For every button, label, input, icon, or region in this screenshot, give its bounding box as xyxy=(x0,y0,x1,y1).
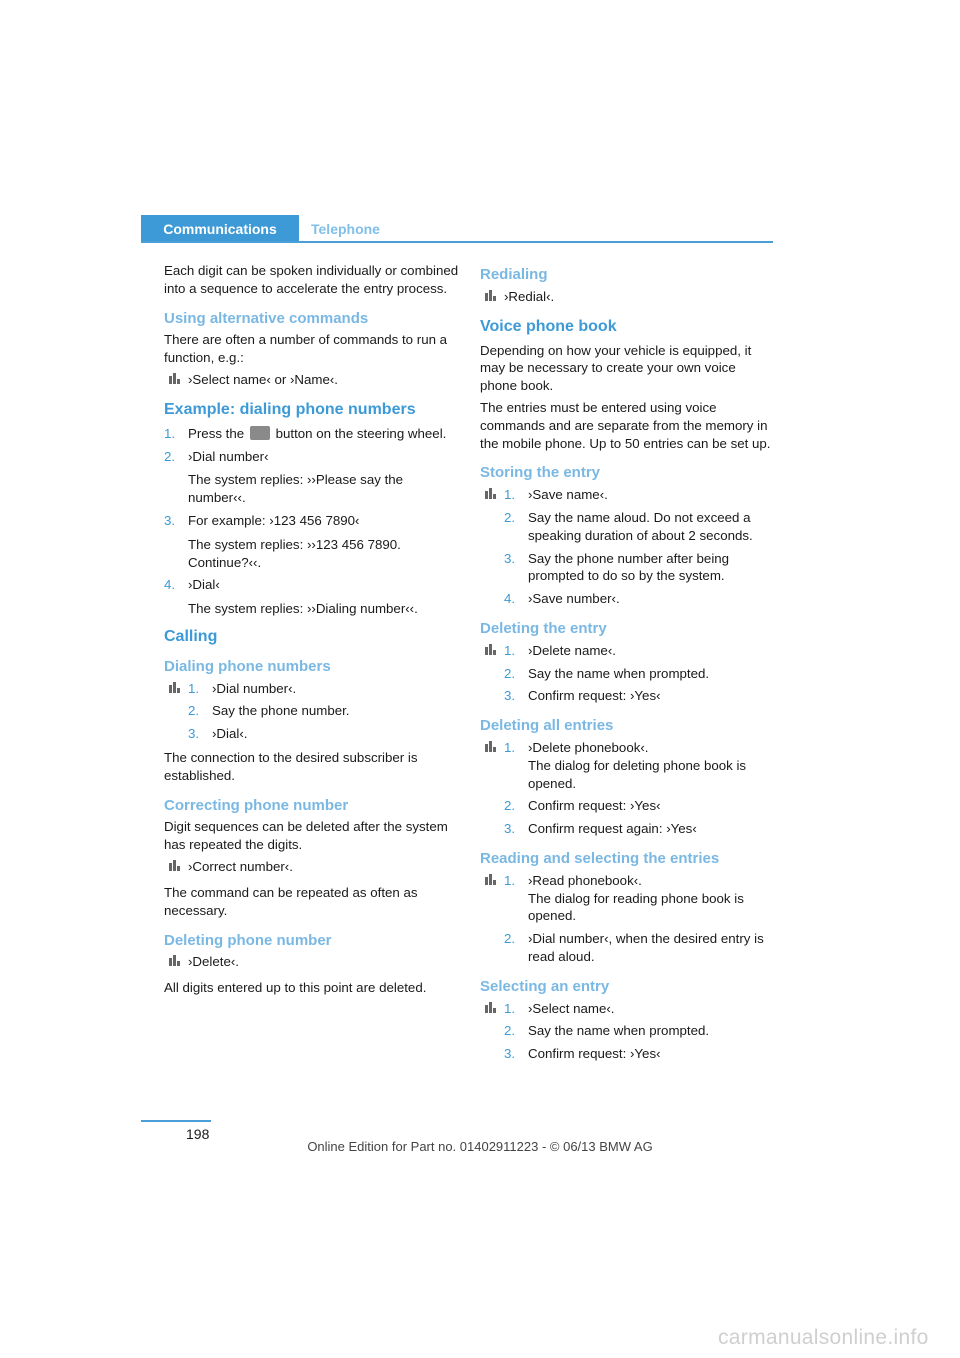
voice-command-block xyxy=(480,1000,776,1063)
voice-command-icon xyxy=(482,642,500,660)
list-item: 2. Say the name when prompted. xyxy=(504,1023,710,1039)
redial-command: ›Redial‹. xyxy=(504,288,555,304)
list-item: 1. ›Save name‹. xyxy=(504,487,608,503)
delete-entry-heading: Deleting the entry xyxy=(480,619,607,637)
voice-command-icon xyxy=(166,953,184,971)
list-item: 2. Confirm request: ›Yes‹ xyxy=(504,798,661,814)
voice-command-block xyxy=(164,953,460,973)
list-item: 2. Say the phone number. xyxy=(188,703,350,719)
voice-command-block xyxy=(480,486,776,608)
voice-command-icon xyxy=(482,1000,500,1018)
voice-command-icon xyxy=(482,486,500,504)
voice-command-block xyxy=(164,371,460,391)
voice-command-icon xyxy=(482,872,500,890)
dialing-heading: Dialing phone numbers xyxy=(164,657,331,675)
intro-paragraph: Each digit can be spoken individually or combined into a sequence to accelerate the entry process. xyxy=(164,263,459,296)
left-column xyxy=(164,262,460,1001)
voice-command-icon xyxy=(166,680,184,698)
list-item: 2. ›Dial number‹ The system replies: ››Please say the number‹‹. xyxy=(164,448,404,506)
list-item: 3. ›Dial‹. xyxy=(188,726,248,742)
voice-command-block xyxy=(164,858,460,878)
list-item: 1. ›Select name‹. xyxy=(504,1000,615,1016)
example-steps xyxy=(164,425,460,618)
subsection-tab: Telephone xyxy=(311,221,380,237)
page-header xyxy=(141,215,773,243)
list-item: 2. Say the name when prompted. xyxy=(504,665,710,681)
list-item: 3. Confirm request: ›Yes‹ xyxy=(504,1046,661,1062)
correct-heading: Correcting phone number xyxy=(164,796,349,814)
header-rule xyxy=(141,241,773,243)
voice-command-icon xyxy=(166,858,184,876)
voice-phonebook-text1: Depending on how your vehicle is equipped, it may be necessary to create your own voice phone book. xyxy=(480,342,752,394)
voice-command-block xyxy=(480,739,776,838)
list-item: 2. Say the name aloud. Do not exceed a speaking duration of about 2 seconds. xyxy=(504,509,753,543)
list-item: 3. Confirm request: ›Yes‹ xyxy=(504,688,661,704)
voice-command-block xyxy=(164,680,460,743)
section-tab: Communications xyxy=(141,215,299,243)
voice-command-block xyxy=(480,872,776,966)
steering-wheel-voice-button-icon xyxy=(250,426,270,440)
dialing-after: The connection to the desired subscriber is established. xyxy=(164,749,418,783)
list-item: 1. Press the button on the steering wheel. xyxy=(164,425,447,441)
voice-command-block xyxy=(480,642,776,705)
list-item: 1. ›Delete name‹. xyxy=(504,642,616,658)
voice-command-icon xyxy=(166,371,184,389)
voice-phonebook-text2: The entries must be entered using voice commands and are separate from the memory in the mobile phone. Up to 50 entries can be set up. xyxy=(480,399,771,451)
edition-footer: Online Edition for Part no. 01402911223 - © 06/13 BMW AG xyxy=(307,1139,653,1154)
list-item: 4. ›Save number‹. xyxy=(504,591,620,607)
redial-heading: Redialing xyxy=(480,266,548,283)
list-item: 4. ›Dial‹ The system replies: ››Dialing number‹‹. xyxy=(164,577,418,617)
correct-after: The command can be repeated as often as necessary. xyxy=(164,884,418,918)
store-heading: Storing the entry xyxy=(480,464,601,482)
list-item: 2. ›Dial number‹, when the desired entry is read aloud. xyxy=(504,931,764,964)
list-item: 1. ›Delete phonebook‹. The dialog for deleting phone book is opened. xyxy=(504,739,747,791)
correct-command: ›Correct number‹. xyxy=(188,858,293,874)
watermark: carmanualsonline.info xyxy=(718,1326,929,1349)
list-item: 3. Say the phone number after being prompted to do so by the system. xyxy=(504,550,730,584)
example-heading: Example: dialing phone numbers xyxy=(164,400,416,418)
list-item: 1. ›Read phonebook‹. The dialog for reading phone book is opened. xyxy=(504,872,744,924)
alt-commands-text: There are often a number of commands to run a function, e.g.: xyxy=(164,332,448,366)
select-heading: Selecting an entry xyxy=(480,977,610,995)
list-item: 1. ›Dial number‹. xyxy=(188,680,297,696)
delete-after: All digits entered up to this point are deleted. xyxy=(164,980,427,996)
voice-command-icon xyxy=(482,288,500,306)
alt-command: ›Select name‹ or ›Name‹. xyxy=(188,371,338,387)
list-item: 3. Confirm request again: ›Yes‹ xyxy=(504,821,697,837)
voice-command-block xyxy=(480,288,776,308)
correct-text: Digit sequences can be deleted after the system has repeated the digits. xyxy=(164,819,448,853)
voice-command-icon xyxy=(482,739,500,757)
right-column xyxy=(480,262,776,1069)
delete-heading: Deleting phone number xyxy=(164,931,332,949)
list-item: 3. For example: ›123 456 7890‹ The system replies: ››123 456 7890. Continue?‹‹. xyxy=(164,512,401,570)
delete-all-heading: Deleting all entries xyxy=(480,717,614,735)
page-number: 198 xyxy=(186,1126,210,1142)
page-number-rule xyxy=(141,1120,211,1122)
calling-heading: Calling xyxy=(164,627,218,645)
alt-commands-heading: Using alternative commands xyxy=(164,309,369,327)
voice-phonebook-heading: Voice phone book xyxy=(480,317,617,335)
read-heading: Reading and selecting the entries xyxy=(480,849,720,867)
delete-command: ›Delete‹. xyxy=(188,954,239,970)
